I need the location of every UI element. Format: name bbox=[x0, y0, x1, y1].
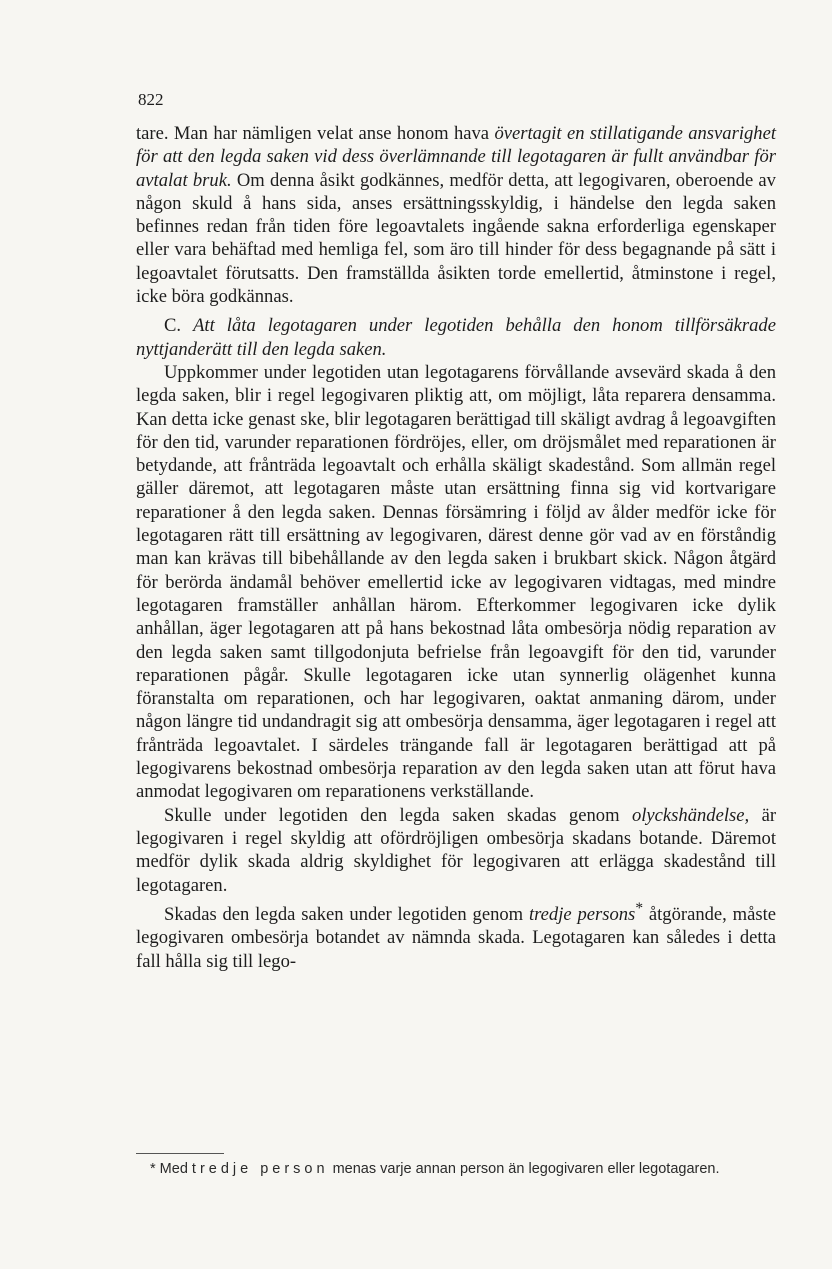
text-run: Skadas den legda saken under legotiden genom bbox=[164, 903, 529, 925]
text-run: är legogivaren i regel skyldig att ofördröjligen ombesörja skadans botande. Däremot medför dylik skada aldrig skyldighet för legogivaren att erlägga skadestånd till legotagaren. bbox=[136, 804, 777, 896]
footnote bbox=[136, 1160, 784, 1178]
section-label: C. bbox=[164, 315, 182, 337]
paragraph-3 bbox=[136, 804, 776, 897]
text-run: Skulle under legotiden den legda saken skadas genom bbox=[164, 804, 632, 826]
text-run: menas varje annan person än legogivaren eller legotagaren. bbox=[328, 1161, 720, 1177]
section-heading-c bbox=[136, 314, 776, 361]
footnote-rule bbox=[136, 1153, 224, 1154]
italic-run: olyckshändelse, bbox=[631, 804, 750, 826]
paragraph-4 bbox=[136, 897, 776, 973]
italic-run: övertagit en stillatigande ansvarighet för att den legda saken vid dess överlämnande till legotagaren är fullt användbar för avtalat bruk. bbox=[136, 123, 776, 191]
section-title: Att låta legotagaren under legotiden behålla den honom tillförsäkrade nyttjanderätt till den legda saken. bbox=[136, 315, 776, 360]
paragraph-1 bbox=[136, 122, 776, 308]
page-number: 822 bbox=[138, 90, 164, 109]
paragraph-2: Uppkommer under legotiden utan legotagarens förvållande avsevärd skada å den legda saken, blir i regel legogivaren pliktig att, om möjligt, låta reparera densamma. Kan detta icke genast ske, blir legotagaren berättigad till skäligt avdrag å legoavgiften för den tid, varunder reparationen fördröjes, eller, om dröjsmålet med reparationen är betydande, att frånträda legoavtalt och erhålla skäligt skadestånd. Som allmän regel gäller däremot, att legotagaren måste utan ersättning finna sig vid kortvarigare reparationer å den legda saken. Dennas försämring i följd av ålder medför icke för legotagaren rätt till ersättning av legogivaren, därest denne gör vad av en förståndig man kan krävas till bibehållande av den legda saken i brukbart skick. Någon åtgärd för berörda ändamål behöver emellertid icke av legogivaren vidtagas, med mindre legotagaren framställer anhållan härom. Efterkommer legogivaren icke dylik anhållan, äger legotagaren att på hans bekostnad låta ombesörja nödig reparation av den legda saken samt tillgodonjuta befrielse från legoavgift för den tid, varunder reparationen pågår. Skulle legotagaren icke utan synnerlig olägenhet kunna föranstalta om reparationen, och har legogivaren, oaktat anmaning därom, under någon längre tid undandragit sig att ombesörja densamma, äger legotagaren i regel att frånträda legoavtalet. I särdeles trängande fall är legotagaren berättigad att på legogivarens bekostnad ombesörja reparation av den legda saken utan att förut hava anmodat legogivaren om reparationens verkställande. bbox=[136, 361, 776, 803]
text-run: Med bbox=[155, 1161, 192, 1177]
body-text bbox=[136, 122, 776, 973]
footnote-marker: * bbox=[635, 899, 644, 917]
text-run: Om denna åsikt godkännes, medför detta, att legogivaren, oberoende av någon skuld å hans sida, anses ersättningsskyldig, i händelse den legda saken befinnes redan från tiden före legoavtalets ingående sakna erforderliga egenskaper eller vara behäftad med hemliga fel, som äro till hinder för dess begagnande på sätt i legoavtalet förutsatts. Den framställda åsikten torde emellertid, åtminstone i regel, icke böra godkännas. bbox=[136, 169, 776, 308]
text-run: tare. Man har nämligen velat anse honom hava bbox=[136, 123, 495, 144]
text-run: åtgörande, måste legogivaren ombesörja botandet av nämnda skada. Legotagaren kan således i detta fall hålla sig till lego- bbox=[136, 903, 777, 972]
footnote-mark: * bbox=[150, 1161, 156, 1177]
spaced-term: tredje person bbox=[191, 1161, 329, 1177]
italic-run: tredje persons bbox=[528, 903, 636, 925]
